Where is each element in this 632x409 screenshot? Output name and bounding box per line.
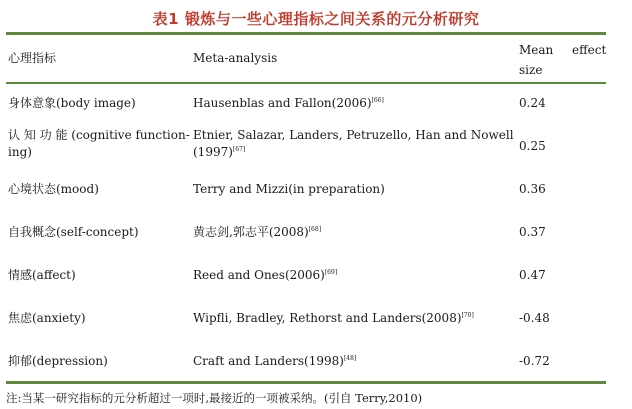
- meta-analysis-cell: Craft and Landers(1998)[48]: [193, 354, 357, 368]
- indicator-cell: 情感(affect): [8, 268, 76, 282]
- header-size: size: [519, 63, 543, 77]
- bottom-rule: [6, 381, 606, 384]
- effect-size-cell: -0.48: [519, 311, 550, 325]
- header-effect: effect: [572, 43, 607, 57]
- meta-analysis-cell: Terry and Mizzi(in preparation): [193, 182, 385, 196]
- meta-analysis-cell: Wipfli, Bradley, Rethorst and Landers(2008)[70]: [193, 311, 474, 325]
- effect-size-cell: -0.72: [519, 354, 550, 368]
- indicator-cell: 心境状态(mood): [8, 182, 99, 196]
- effect-size-cell: 0.24: [519, 96, 546, 110]
- top-rule: [6, 32, 606, 35]
- indicator-cell: 自我概念(self-concept): [8, 225, 139, 239]
- meta-analysis-cell: Hausenblas and Fallon(2006)[66]: [193, 96, 384, 110]
- effect-size-cell: 0.36: [519, 182, 546, 196]
- header-indicator: 心理指标: [8, 51, 57, 65]
- header-meta-analysis: Meta-analysis: [193, 51, 278, 65]
- effect-size-cell: 0.37: [519, 225, 546, 239]
- table-note: 注:当某一研究指标的元分析超过一项时,最接近的一项被采纳。(引自 Terry,2010): [6, 391, 423, 405]
- indicator-cell: 身体意象(body image): [8, 96, 136, 110]
- effect-size-cell: 0.25: [519, 139, 546, 153]
- header-rule: [6, 82, 606, 84]
- table-title: 表1 锻炼与一些心理指标之间关系的元分析研究: [152, 10, 480, 28]
- indicator-cell: 认 知 功 能 (cognitive function- ing): [8, 128, 190, 159]
- meta-analysis-cell: Etnier, Salazar, Landers, Petruzello, Han and Nowell (1997)[67]: [193, 128, 514, 159]
- meta-analysis-cell: 黄志剑,郭志平(2008)[68]: [193, 225, 322, 239]
- indicator-cell: 焦虑(anxiety): [8, 311, 86, 325]
- header-mean: Mean: [519, 43, 554, 57]
- indicator-cell: 抑郁(depression): [8, 354, 108, 368]
- meta-analysis-cell: Reed and Ones(2006)[69]: [193, 268, 338, 282]
- effect-size-cell: 0.47: [519, 268, 546, 282]
